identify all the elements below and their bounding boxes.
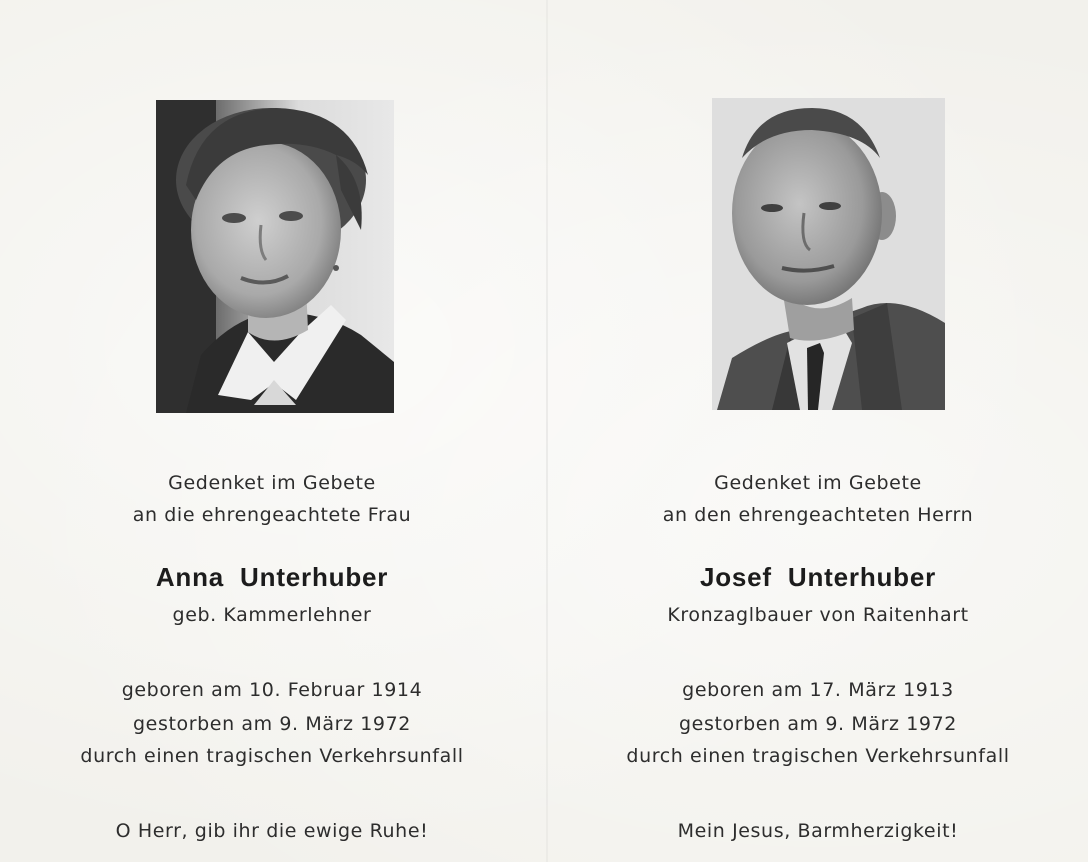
left-cause: durch einen tragischen Verkehrsunfall: [80, 745, 464, 767]
left-died: gestorben am 9. März 1972: [133, 713, 411, 735]
right-name: Josef Unterhuber: [699, 562, 937, 592]
left-intro-1: Gedenket im Gebete: [168, 472, 376, 494]
left-name: Anna Unterhuber: [155, 562, 389, 592]
right-died: gestorben am 9. März 1972: [679, 713, 957, 735]
right-cause: durch einen tragischen Verkehrsunfall: [626, 745, 1010, 767]
right-subtitle: Kronzaglbauer von Raitenhart: [667, 604, 969, 626]
portrait-man: [712, 98, 945, 410]
right-panel: [546, 0, 1088, 862]
right-intro-1: Gedenket im Gebete: [714, 472, 922, 494]
left-prayer: O Herr, gib ihr die ewige Ruhe!: [115, 820, 429, 842]
right-prayer: Mein Jesus, Barmherzigkeit!: [677, 820, 959, 842]
right-intro-2: an den ehrengeachteten Herrn: [662, 504, 974, 526]
right-born: geboren am 17. März 1913: [682, 679, 954, 701]
left-intro-2: an die ehrengeachtete Frau: [132, 504, 412, 526]
left-subtitle: geb. Kammerlehner: [172, 604, 372, 626]
left-born: geboren am 10. Februar 1914: [121, 679, 423, 701]
portrait-woman: [156, 100, 394, 413]
